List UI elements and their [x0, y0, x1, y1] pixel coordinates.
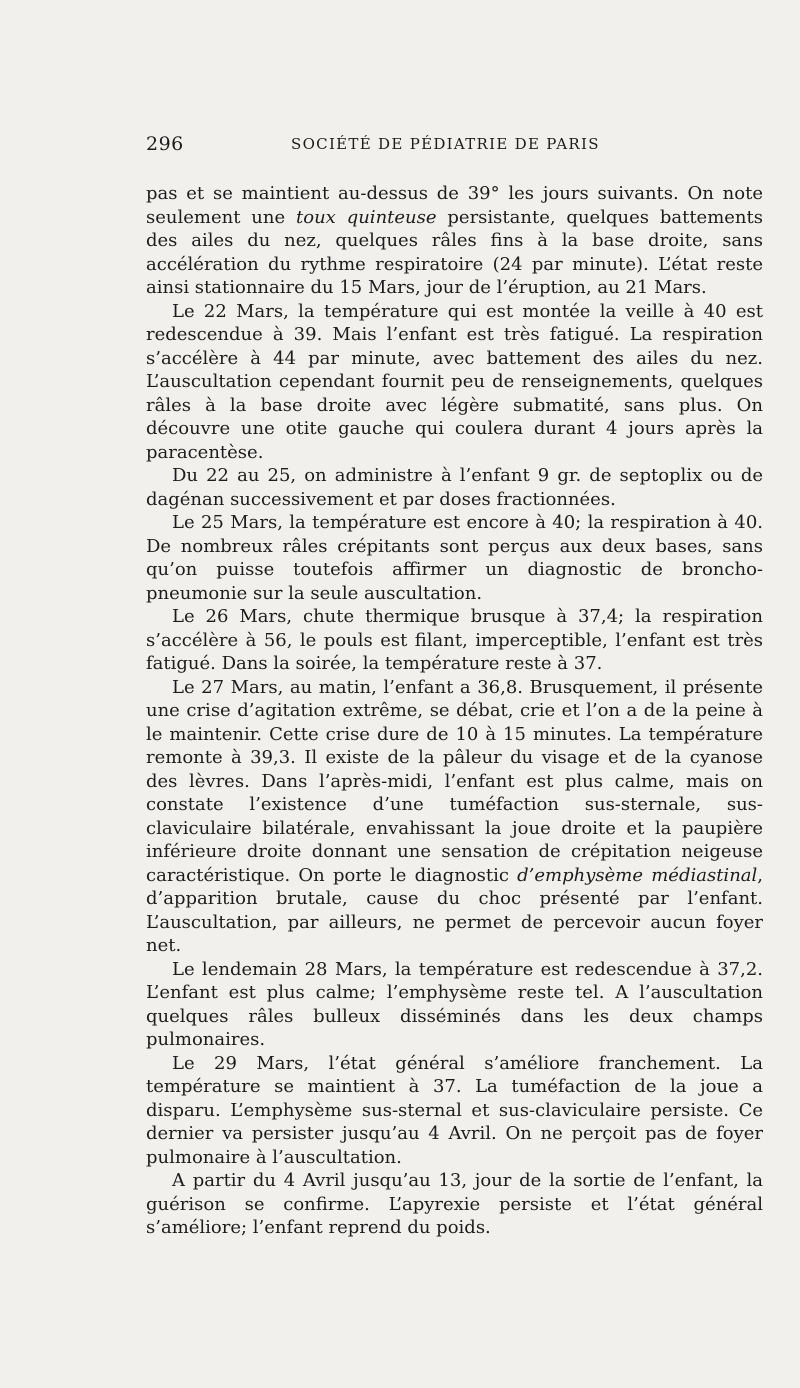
- paragraph-continuation: pas et se maintient au-dessus de 39° les jours suivants. On note seulement une toux quinteuse persistante, quelques battements des ailes du nez, quelques râles fins à la base droite, sans accélération du rythme respiratoire (24 par minute). L’état reste ainsi stationnaire du 15 Mars, jour de l’éruption, au 21 Mars.: [146, 183, 763, 298]
- body-text: [146, 182, 763, 1240]
- journal-title: SOCIÉTÉ DE PÉDIATRIE DE PARIS: [291, 135, 600, 153]
- paragraph-4-avril: A partir du 4 Avril jusqu’au 13, jour de la sortie de l’enfant, la guérison se confirme. L’apyrexie persiste et l’état général s’améliore; l’enfant reprend du poids.: [146, 1170, 763, 1238]
- paragraph-du-22-au-25: Du 22 au 25, on administre à l’enfant 9 gr. de septoplix ou de dagénan successivement et par doses fractionnées.: [146, 465, 763, 510]
- paragraph-22-mars: Le 22 Mars, la température qui est montée la veille à 40 est redescendue à 39. Mais l’enfant est très fatigué. La respiration s’accélère à 44 par minute, avec battement des ailes du nez. L’auscultation cependant fournit peu de renseignements, quelques râles à la base droite avec légère submatité, sans plus. On découvre une otite gauche qui coulera durant 4 jours après la paracentèse.: [146, 300, 763, 463]
- emphasis-toux-quinteuse: toux quinteuse: [296, 206, 437, 228]
- paragraph-26-mars: Le 26 Mars, chute thermique brusque à 37,4; la respiration s’accélère à 56, le pouls est filant, imperceptible, l’enfant est très fatigué. Dans la soirée, la température reste à 37.: [146, 606, 763, 674]
- paragraph-28-mars: Le lendemain 28 Mars, la température est redescendue à 37,2. L’enfant est plus calme; l’emphysème reste tel. A l’auscultation quelques râles bulleux disséminés dans les deux champs pulmonaires.: [146, 958, 763, 1050]
- emphasis-emphyseme-mediastinal: d’emphysème médiastinal: [517, 864, 758, 886]
- page-number: 296: [146, 133, 184, 155]
- paragraph-29-mars: Le 29 Mars, l’état général s’améliore franchement. La température se maintient à 37. La tuméfaction de la joue a disparu. L’emphysème sus-sternal et sus-claviculaire persiste. Ce dernier va persister jusqu’au 4 Avril. On ne perçoit pas de foyer pulmonaire à l’auscultation.: [146, 1052, 763, 1168]
- running-head: [146, 131, 763, 157]
- paragraph-27-mars: Le 27 Mars, au matin, l’enfant a 36,8. Brusquement, il présente une crise d’agitation extrême, se débat, crie et l’on a de la peine à le maintenir. Cette crise dure de 10 à 15 minutes. La température remonte à 39,3. Il existe de la pâleur du visage et de la cyanose des lèvres. Dans l’après-midi, l’enfant est plus calme, mais on constate l’existence d’une tuméfaction sus-sternale, sus-claviculaire bilatérale, envahissant la joue droite et la paupière inférieure droite donnant une sensation de crépitation neigeuse caractéristique. On porte le diagnostic d’emphysème médiastinal, d’apparition brutale, cause du choc présenté par l’enfant. L’auscultation, par ailleurs, ne permet de percevoir aucun foyer net.: [146, 676, 764, 956]
- paragraph-25-mars: Le 25 Mars, la température est encore à 40; la respiration à 40. De nombreux râles crépitants sont perçus aux deux bases, sans qu’on puisse toutefois affirmer un diagnostic de broncho-pneumonie sur la seule auscultation.: [146, 512, 763, 604]
